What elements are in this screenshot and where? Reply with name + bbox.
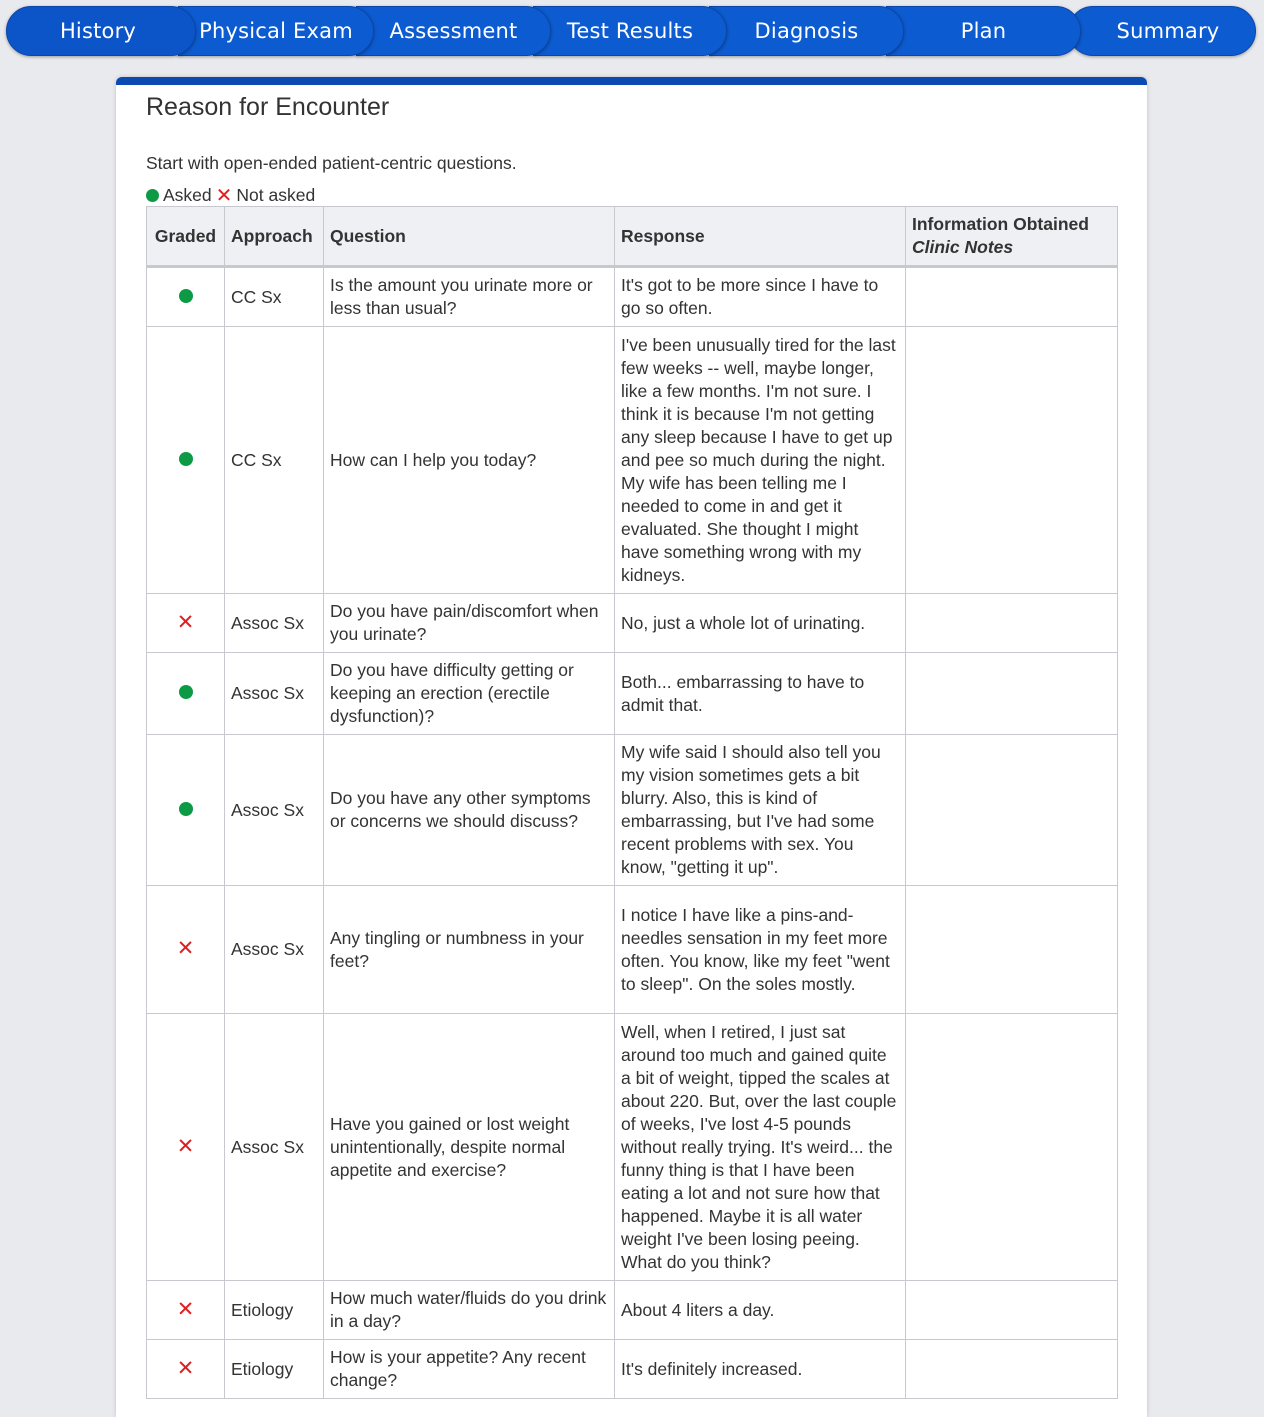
- asked-dot-icon: [179, 802, 193, 816]
- graded-cell: [147, 594, 225, 653]
- response-cell: About 4 liters a day.: [615, 1281, 906, 1340]
- response-cell: I've been unusually tired for the last few weeks -- well, maybe longer, like a few months. I'm not sure. I think it is because I'm not getting any sleep because I have to get up and pee so much during the night. My wife has been telling me I needed to come in and get it evaluated. She thought I might have something wrong with my kidneys.: [615, 327, 906, 594]
- question-cell: Do you have pain/discomfort when you urinate?: [324, 594, 615, 653]
- tab-summary-label: Summary: [1116, 19, 1220, 43]
- col-header-response: Response: [615, 207, 906, 267]
- graded-cell: [147, 1281, 225, 1340]
- approach-cell: Assoc Sx: [225, 653, 324, 735]
- question-cell: Is the amount you urinate more or less than usual?: [324, 267, 615, 327]
- approach-cell: Assoc Sx: [225, 1014, 324, 1281]
- table-row: [147, 886, 1118, 1014]
- section-intro: Start with open-ended patient-centric questions.: [146, 153, 517, 173]
- table-row: [147, 1014, 1118, 1281]
- tab-test-results[interactable]: [533, 6, 727, 56]
- approach-cell: Assoc Sx: [225, 594, 324, 653]
- asked-dot-icon: [179, 685, 193, 699]
- col-header-info: [906, 207, 1118, 267]
- tab-diagnosis-label: Diagnosis: [754, 19, 859, 43]
- question-cell: Any tingling or numbness in your feet?: [324, 886, 615, 1014]
- table-row: [147, 1340, 1118, 1399]
- section-title: Reason for Encounter: [146, 93, 390, 121]
- legend-not-asked-label: Not asked: [236, 185, 316, 205]
- not-asked-x-icon: ✕: [176, 1134, 195, 1158]
- col-header-approach: Approach: [225, 207, 324, 267]
- graded-cell: [147, 1340, 225, 1399]
- approach-cell: Assoc Sx: [225, 886, 324, 1014]
- table-row: [147, 735, 1118, 886]
- tab-physical-exam[interactable]: [178, 6, 374, 56]
- tab-plan[interactable]: [886, 6, 1081, 56]
- tab-diagnosis[interactable]: [709, 6, 904, 56]
- not-asked-x-icon: ✕: [176, 1356, 195, 1380]
- notes-cell: [906, 1014, 1118, 1281]
- question-cell: How can I help you today?: [324, 327, 615, 594]
- graded-cell: [147, 327, 225, 594]
- col-header-info-subtitle: Clinic Notes: [912, 237, 1014, 257]
- approach-cell: Etiology: [225, 1340, 324, 1399]
- graded-cell: [147, 653, 225, 735]
- approach-cell: Etiology: [225, 1281, 324, 1340]
- response-cell: It's got to be more since I have to go so often.: [615, 267, 906, 327]
- approach-cell: Assoc Sx: [225, 735, 324, 886]
- tab-plan-label: Plan: [960, 19, 1007, 43]
- question-cell: Do you have any other symptoms or concerns we should discuss?: [324, 735, 615, 886]
- col-header-question: Question: [324, 207, 615, 267]
- tab-history-label: History: [59, 19, 137, 43]
- question-cell: How is your appetite? Any recent change?: [324, 1340, 615, 1399]
- col-header-graded: Graded: [147, 207, 225, 267]
- table-row: [147, 327, 1118, 594]
- not-asked-x-icon: ✕: [176, 1297, 195, 1321]
- legend-asked-label: Asked: [163, 185, 212, 205]
- graded-cell: [147, 886, 225, 1014]
- notes-cell: [906, 653, 1118, 735]
- response-cell: My wife said I should also tell you my vision sometimes gets a bit blurry. Also, this is kind of embarrassing, but I've had some recent problems with sex. You know, "getting it up".: [615, 735, 906, 886]
- approach-cell: CC Sx: [225, 267, 324, 327]
- asked-dot-icon: [179, 289, 193, 303]
- question-cell: Do you have difficulty getting or keeping an erection (erectile dysfunction)?: [324, 653, 615, 735]
- asked-dot-icon: [179, 452, 193, 466]
- tab-assessment[interactable]: [356, 6, 551, 56]
- tab-assessment-label: Assessment: [389, 19, 518, 43]
- tab-physical-exam-label: Physical Exam: [199, 19, 353, 43]
- approach-cell: CC Sx: [225, 327, 324, 594]
- questions-table: [146, 206, 1118, 1399]
- legend: [146, 185, 315, 206]
- graded-cell: [147, 1014, 225, 1281]
- response-cell: Both... embarrassing to have to admit that.: [615, 653, 906, 735]
- response-cell: Well, when I retired, I just sat around too much and gained quite a bit of weight, tipped the scales at about 220. But, over the last couple of weeks, I've lost 4-5 pounds without really trying. It's weird... the funny thing is that I have been eating a lot and not sure how that happened. Maybe it is all water weight I've been losing peeing. What do you think?: [615, 1014, 906, 1281]
- notes-cell: [906, 327, 1118, 594]
- table-row: [147, 267, 1118, 327]
- table-row: [147, 594, 1118, 653]
- table-row: [147, 653, 1118, 735]
- graded-cell: [147, 267, 225, 327]
- table-header-row: [147, 207, 1118, 267]
- tab-test-results-label: Test Results: [566, 19, 694, 43]
- reason-for-encounter-card: [116, 77, 1147, 1417]
- notes-cell: [906, 886, 1118, 1014]
- not-asked-x-icon: ✕: [215, 184, 233, 207]
- question-cell: How much water/fluids do you drink in a day?: [324, 1281, 615, 1340]
- tab-history[interactable]: [6, 6, 196, 56]
- tab-summary[interactable]: [1068, 6, 1256, 56]
- not-asked-x-icon: ✕: [176, 937, 195, 960]
- notes-cell: [906, 267, 1118, 327]
- response-cell: I notice I have like a pins-and-needles sensation in my feet more often. You know, like my feet "went to sleep". On the soles mostly.: [615, 886, 906, 1014]
- asked-dot-icon: [146, 189, 159, 202]
- response-cell: No, just a whole lot of urinating.: [615, 594, 906, 653]
- graded-cell: [147, 735, 225, 886]
- notes-cell: [906, 1340, 1118, 1399]
- table-row: [147, 1281, 1118, 1340]
- notes-cell: [906, 1281, 1118, 1340]
- question-cell: Have you gained or lost weight unintentionally, despite normal appetite and exercise?: [324, 1014, 615, 1281]
- col-header-info-title: Information Obtained: [912, 214, 1089, 234]
- response-cell: It's definitely increased.: [615, 1340, 906, 1399]
- notes-cell: [906, 735, 1118, 886]
- notes-cell: [906, 594, 1118, 653]
- tab-bar: [6, 6, 1256, 58]
- not-asked-x-icon: ✕: [176, 610, 195, 634]
